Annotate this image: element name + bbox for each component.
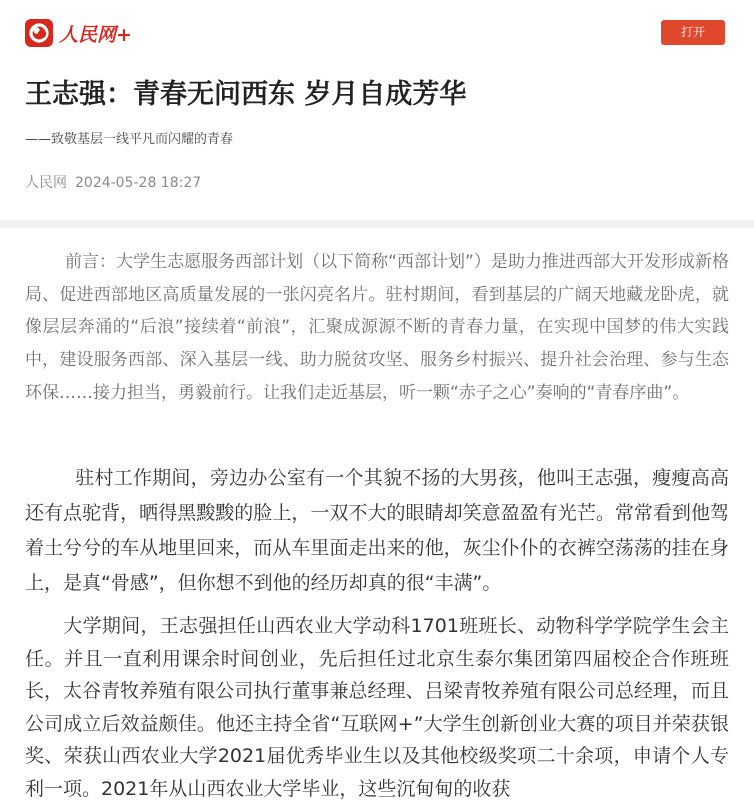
- article-meta: [25, 173, 201, 193]
- logo-text: 人民网+: [59, 23, 132, 46]
- article-lead: [25, 246, 729, 410]
- section-divider: [0, 220, 754, 228]
- people-daily-logo[interactable]: [25, 18, 132, 48]
- article-date: 2024-05-28 18:27: [75, 175, 202, 191]
- article-paragraph: [25, 461, 729, 601]
- top-bar: [0, 0, 754, 64]
- article-paragraph: [25, 610, 729, 804]
- article-title: 王志强：青春无问西东 岁月自成芳华: [25, 79, 467, 110]
- article-source[interactable]: 人民网: [25, 175, 67, 191]
- paragraph-text: 驻村工作期间，旁边办公室有一个其貌不扬的大男孩，他叫王志强，瘦瘦高高还有点驼背，晒得黑黢黢的脸上，一双不大的眼睛却笑意盈盈有光芒。常常看到他驾着土兮兮的车从地里回来，而从车里面走出来的他，灰尘仆仆的衣裤空荡荡的挂在身上，是真“骨感”，但你想不到他的经历却真的很“丰满”。: [25, 467, 729, 594]
- logo-mark-icon: [25, 19, 53, 47]
- open-app-button[interactable]: 打开: [661, 20, 725, 45]
- lead-text: 前言：大学生志愿服务西部计划（以下简称“西部计划”）是助力推进西部大开发形成新格局、促进西部地区高质量发展的一张闪亮名片。驻村期间，看到基层的广阔天地藏龙卧虎，就像层层奔涌的“后浪”接续着“前浪”，汇聚成源源不断的青春力量，在实现中国梦的伟大实践中，建设服务西部、深入基层一线、助力脱贫攻坚、服务乡村振兴、提升社会治理、参与生态环保……接力担当，勇毅前行。让我们走近基层，听一颗“赤子之心”奏响的“青春序曲”。: [25, 252, 729, 403]
- article-subtitle: ——致敬基层一线平凡而闪耀的青春: [25, 132, 234, 147]
- paragraph-text: 大学期间，王志强担任山西农业大学动科1701班班长、动物科学学院学生会主任。并且一直利用课余时间创业，先后担任过北京生泰尔集团第四届校企合作班班长，太谷青牧养殖有限公司执行董事兼总经理、吕梁青牧养殖有限公司总经理，而且公司成立后效益颇佳。他还主持全省“互联网+”大学生创新创业大赛的项目并荣获银奖、荣获山西农业大学2021届优秀毕业生以及其他校级奖项二十余项，申请个人专利一项。2021年从山西农业大学毕业，这些沉甸甸的收获: [25, 615, 729, 800]
